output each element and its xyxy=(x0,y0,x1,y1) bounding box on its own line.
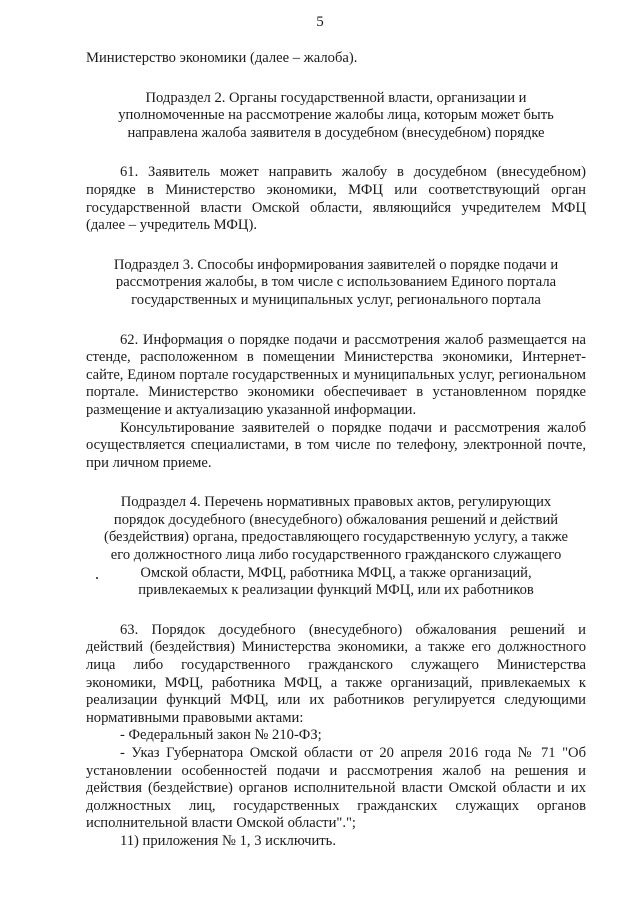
subsection-4-heading: Подраздел 4. Перечень нормативных правовых актов, регулирующих порядок досудебного (внесудебного) обжалования решений и действий (бездействия) органа, предоставляющего государственную услугу, а также его должностного лица либо государственного гражданского служащего Омской области, МФЦ, работника МФЦ, а также организаций, привлекаемых к реализации функций МФЦ, или их работников xyxy=(103,494,569,599)
intro-paragraph: Министерство экономики (далее – жалоба). xyxy=(86,50,358,66)
law-item-decree: - Указ Губернатора Омской области от 20 апреля 2016 года № 71 "Об установлении особенностей подачи и рассмотрения жалоб на решения и действия (бездействие) органов исполнительной власти Омской области и их должностных лиц, государственных гражданских служащих органов исполнительной власти Омской области"."; xyxy=(86,745,586,832)
paragraph-62-consulting: Консультирование заявителей о порядке подачи и рассмотрения жалоб осуществляется специалистами, в том числе по телефону, электронной почте, при личном приеме. xyxy=(86,419,586,471)
paragraph-61: 61. Заявитель может направить жалобу в досудебном (внесудебном) порядке в Министерство экономики, МФЦ или соответствующий орган государственной власти Омской области, являющийся учредителем МФЦ (далее – учредитель МФЦ). xyxy=(86,164,586,234)
scan-speck xyxy=(96,577,98,579)
paragraph-63: 63. Порядок досудебного (внесудебного) обжалования решений и действий (бездействия) Министерства экономики, а также его должностного лица либо государственного гражданского служащего Министерства экономики, МФЦ, работника МФЦ, а также организаций, привлекаемых к реализации функций МФЦ, или их работников регулируется следующими нормативными правовыми актами: xyxy=(86,621,586,726)
paragraph-11: 11) приложения № 1, 3 исключить. xyxy=(120,832,336,849)
subsection-2-heading: Подраздел 2. Органы государственной власти, организации и уполномоченные на рассмотрение жалобы лица, которым может быть направлена жалоба заявителя в досудебном (внесудебном) порядке xyxy=(118,89,554,141)
document-body xyxy=(86,50,586,851)
law-item-federal: - Федеральный закон № 210-ФЗ; xyxy=(120,727,322,744)
subsection-3-heading: Подраздел 3. Способы информирования заявителей о порядке подачи и рассмотрения жалобы, в том числе с использованием Единого портала государственных и муниципальных услуг, регионального портала xyxy=(113,256,559,308)
page-number: 5 xyxy=(316,14,324,30)
paragraph-62: 62. Информация о порядке подачи и рассмотрения жалоб размещается на стенде, расположенном в помещении Министерства экономики, Интернет-сайте, Едином портале государственных и муниципальных услуг, региональном портале. Министерство экономики обеспечивает в установленном порядке размещение и актуализацию указанной информации. xyxy=(86,331,586,418)
